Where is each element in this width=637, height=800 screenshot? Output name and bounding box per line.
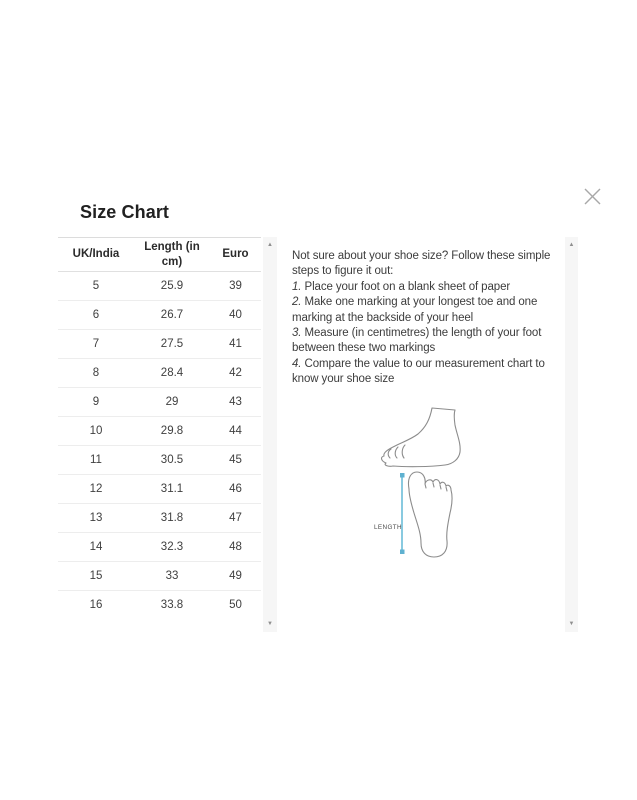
foot-measurement-diagram [360, 385, 560, 565]
size-table [58, 237, 261, 620]
step-text: Compare the value to our measurement chart to know your shoe size [292, 357, 545, 386]
instruction-step [292, 357, 564, 388]
length-measure-arrow [400, 473, 405, 554]
table-cell: 7 [58, 330, 134, 359]
step-number: 2. [292, 296, 302, 309]
page-title: Size Chart [80, 202, 170, 222]
instruction-steps [292, 280, 564, 388]
table-cell: 48 [210, 533, 261, 562]
foot-sole-illustration [408, 472, 452, 557]
close-icon [579, 183, 607, 211]
step-text: Place your foot on a blank sheet of paper [301, 280, 511, 293]
table-cell: 8 [58, 359, 134, 388]
instructions-intro: Not sure about your shoe size? Follow these simple steps to figure it out: [292, 250, 551, 278]
table-cell: 43 [210, 388, 261, 417]
table-cell: 14 [58, 533, 134, 562]
table-row [58, 591, 261, 620]
table-scrollbar[interactable] [263, 237, 277, 632]
table-cell: 32.3 [134, 533, 210, 562]
length-label: LENGTH [374, 524, 402, 531]
instruction-step [292, 280, 564, 295]
instructions-panel [292, 249, 564, 388]
table-cell: 12 [58, 475, 134, 504]
table-cell: 44 [210, 417, 261, 446]
table-cell: 40 [210, 301, 261, 330]
table-cell: 45 [210, 446, 261, 475]
scroll-up-icon[interactable]: ▲ [568, 242, 575, 248]
table-row [58, 475, 261, 504]
table-cell: 5 [58, 272, 134, 301]
table-cell: 41 [210, 330, 261, 359]
table-cell: 16 [89, 599, 103, 612]
table-row [58, 359, 261, 388]
table-row [58, 504, 261, 533]
table-cell: 31.8 [134, 504, 210, 533]
step-number: 3. [292, 327, 302, 340]
table-cell: 29 [134, 388, 210, 417]
size-table-body [58, 272, 261, 620]
table-cell: 39 [210, 272, 261, 301]
table-row [58, 330, 261, 359]
table-cell: 10 [58, 417, 134, 446]
step-number: 1. [292, 280, 302, 293]
table-cell: 31.1 [134, 475, 210, 504]
table-cell: 25.9 [134, 272, 210, 301]
table-row [58, 388, 261, 417]
panel-scrollbar[interactable] [565, 237, 578, 632]
table-cell: 11 [58, 446, 134, 475]
table-cell: 33 [134, 562, 210, 591]
column-header-length: Length (in cm) [134, 238, 210, 272]
table-row [58, 562, 261, 591]
table-row [58, 533, 261, 562]
scroll-down-icon[interactable]: ▼ [568, 621, 575, 627]
table-cell: 46 [210, 475, 261, 504]
table-cell: 26.7 [134, 301, 210, 330]
table-cell: 49 [210, 562, 261, 591]
step-text: Make one marking at your longest toe and one marking at the backside of your heel [292, 296, 538, 324]
table-cell: 29.8 [134, 417, 210, 446]
table-row [58, 446, 261, 475]
table-row [58, 417, 261, 446]
scroll-up-icon[interactable]: ▲ [267, 242, 273, 248]
table-cell: 6 [58, 301, 134, 330]
table-cell: 28.4 [134, 359, 210, 388]
table-cell: 47 [210, 504, 261, 533]
table-cell: 27.5 [134, 330, 210, 359]
table-cell: 30.5 [134, 446, 210, 475]
step-number: 4. [292, 357, 302, 370]
table-cell: 50 [229, 599, 242, 612]
scroll-down-icon[interactable]: ▼ [267, 621, 273, 627]
step-text: Measure (in centimetres) the length of your foot between these two markings [292, 327, 542, 355]
table-cell: 42 [210, 359, 261, 388]
table-cell: 33.8 [160, 599, 184, 612]
table-cell: 9 [58, 388, 134, 417]
column-header-uk-india: UK/India [58, 238, 134, 272]
instruction-step [292, 295, 564, 326]
column-header-euro: Euro [210, 238, 261, 272]
table-cell: 13 [58, 504, 134, 533]
table-cell: 15 [58, 562, 134, 591]
table-header-row [58, 238, 261, 272]
foot-side-view-illustration [382, 408, 461, 467]
instruction-step [292, 326, 564, 357]
table-row [58, 272, 261, 301]
close-button[interactable] [579, 183, 607, 211]
table-row [58, 301, 261, 330]
